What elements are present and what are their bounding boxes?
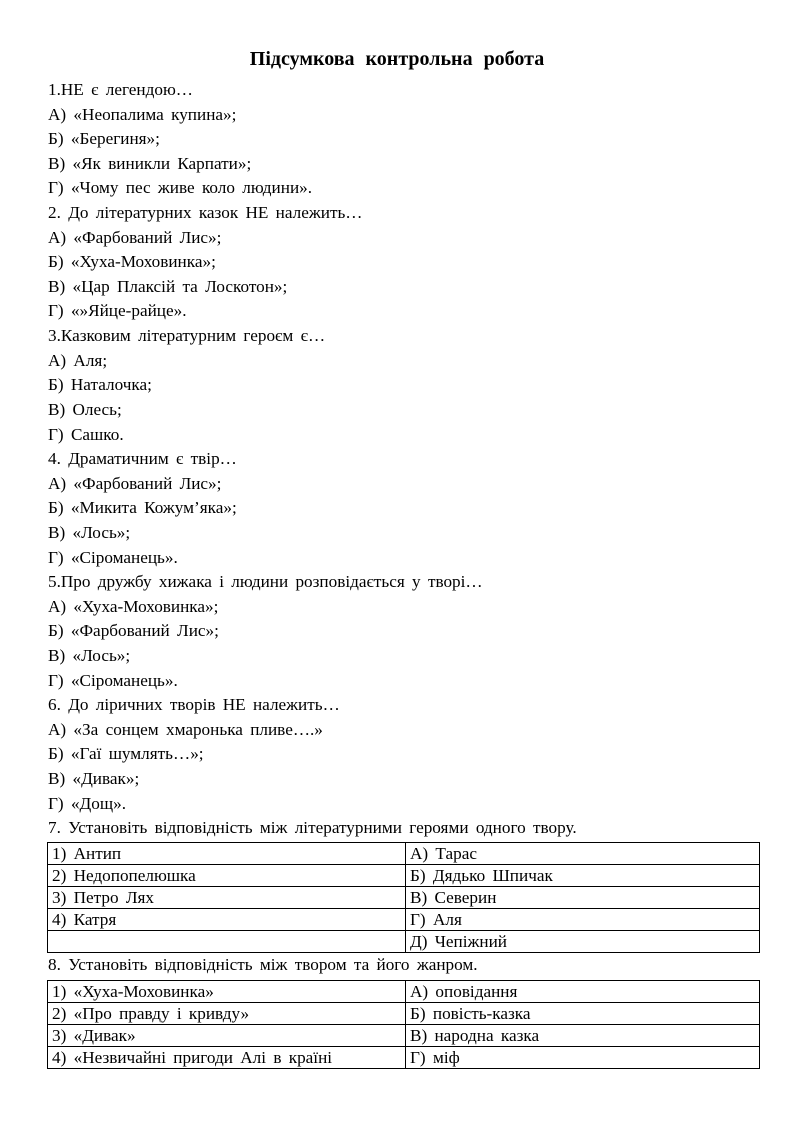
question-7-text: 7. Установіть відповідність між літературними героями одного твору.: [48, 818, 577, 837]
question-6-text: 6. До ліричних творів НЕ належить…: [48, 695, 340, 714]
question-2-text: 2. До літературних казок НЕ належить…: [48, 203, 363, 222]
question-8-text: 8. Установіть відповідність між твором та його жанром.: [48, 955, 478, 974]
question-8-table: [47, 980, 760, 1069]
table-row: [48, 909, 760, 931]
page-title: Підсумкова контрольна робота: [249, 48, 545, 70]
question-5-option-c: В) «Лось»;: [48, 646, 131, 665]
question-2-option-c: В) «Цар Плаксій та Лоскотон»;: [48, 277, 288, 296]
question-2-option-b: Б) «Хуха-Моховинка»;: [48, 252, 216, 271]
table-cell: 1) Антип: [48, 843, 406, 865]
table-cell: 4) Катря: [48, 909, 406, 931]
question-1-option-a: А) «Неопалима купина»;: [48, 105, 237, 124]
question-3-option-c: В) Олесь;: [48, 400, 122, 419]
question-1-option-c: В) «Як виникли Карпати»;: [48, 154, 252, 173]
table-cell: 3) Петро Лях: [48, 887, 406, 909]
table-cell: Д) Чепіжний: [406, 931, 760, 953]
question-4-option-a: А) «Фарбований Лис»;: [48, 474, 222, 493]
question-3-text: 3.Казковим літературним героєм є…: [48, 326, 326, 345]
table-cell: А) Тарас: [406, 843, 760, 865]
question-7-table: [47, 842, 760, 953]
table-cell: 2) Недопопелюшка: [48, 865, 406, 887]
table-cell: В) Северин: [406, 887, 760, 909]
table-row: [48, 1047, 760, 1069]
table-row: [48, 887, 760, 909]
table-row: [48, 865, 760, 887]
question-4-option-b: Б) «Микита Кожум’яка»;: [48, 498, 237, 517]
table-cell: 1) «Хуха-Моховинка»: [48, 981, 406, 1003]
question-6-option-a: А) «За сонцем хмаронька пливе….»: [48, 720, 323, 739]
table-row: [48, 843, 760, 865]
table-cell: 2) «Про правду і кривду»: [48, 1003, 406, 1025]
question-3-option-b: Б) Наталочка;: [48, 375, 152, 394]
question-2-option-a: А) «Фарбований Лис»;: [48, 228, 222, 247]
question-6-option-c: В) «Дивак»;: [48, 769, 140, 788]
table-row: [48, 931, 760, 953]
question-6-option-b: Б) «Гаї шумлять…»;: [48, 744, 204, 763]
table-cell: Г) міф: [406, 1047, 760, 1069]
question-5-option-a: А) «Хуха-Моховинка»;: [48, 597, 219, 616]
question-5-option-b: Б) «Фарбований Лис»;: [48, 621, 219, 640]
question-3-option-d: Г) Сашко.: [48, 425, 124, 444]
table-cell: В) народна казка: [406, 1025, 760, 1047]
table-cell: 4) «Незвичайні пригоди Алі в країні: [48, 1047, 406, 1069]
table-cell: [48, 931, 406, 953]
table-row: [48, 981, 760, 1003]
question-5-text: 5.Про дружбу хижака і людини розповідається у творі…: [48, 572, 483, 591]
question-2-option-d: Г) «»Яйце-райце».: [48, 301, 187, 320]
question-4-text: 4. Драматичним є твір…: [48, 449, 237, 468]
question-1-text: 1.НЕ є легендою…: [48, 80, 193, 99]
table-cell: Г) Аля: [406, 909, 760, 931]
question-4-option-c: В) «Лось»;: [48, 523, 131, 542]
table-cell: Б) повість-казка: [406, 1003, 760, 1025]
table-cell: А) оповідання: [406, 981, 760, 1003]
question-3-option-a: А) Аля;: [48, 351, 108, 370]
question-1-option-b: Б) «Берегиня»;: [48, 129, 160, 148]
table-cell: 3) «Дивак»: [48, 1025, 406, 1047]
question-5-option-d: Г) «Сіроманець».: [48, 671, 178, 690]
question-6-option-d: Г) «Дощ».: [48, 794, 126, 813]
table-row: [48, 1025, 760, 1047]
table-cell: Б) Дядько Шпичак: [406, 865, 760, 887]
table-row: [48, 1003, 760, 1025]
question-4-option-d: Г) «Сіроманець».: [48, 548, 178, 567]
question-1-option-d: Г) «Чому пес живе коло людини».: [48, 178, 313, 197]
